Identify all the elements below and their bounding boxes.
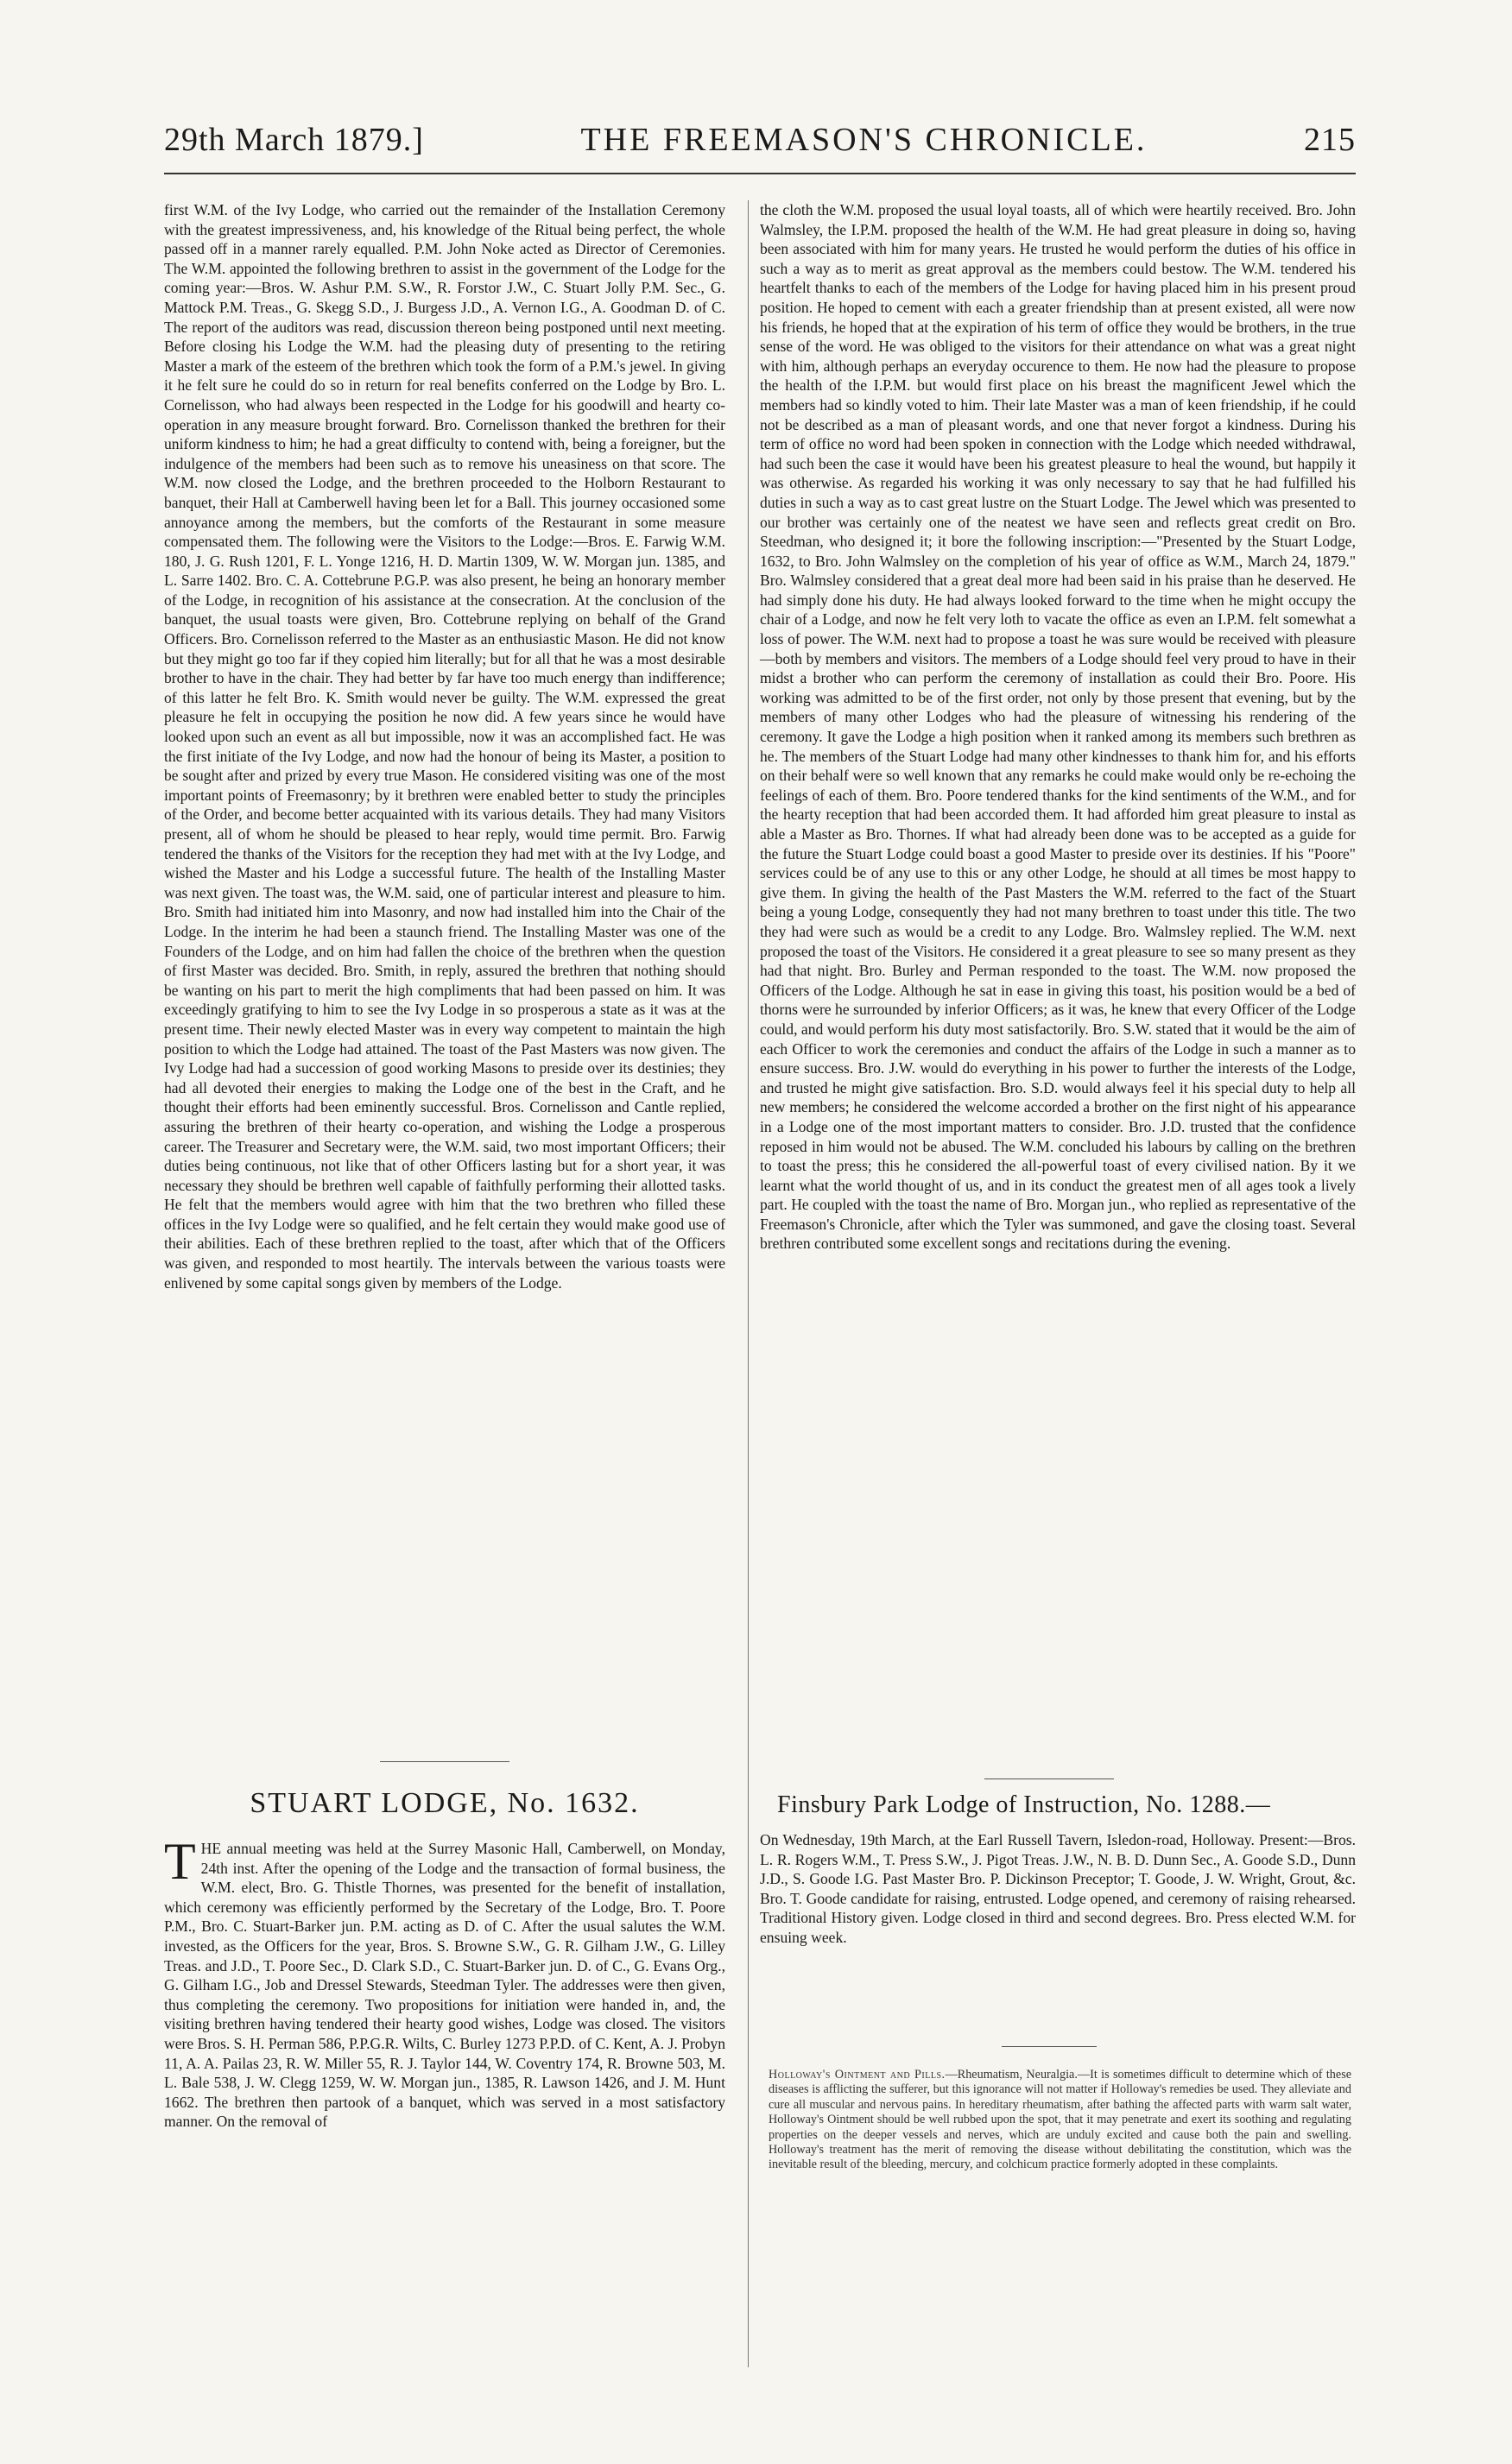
column-divider: [748, 200, 749, 2367]
advert-lead: Holloway's Ointment and Pills.: [769, 2068, 946, 2082]
advert-body: —Rheumatism, Neuralgia.—It is sometimes difficult to determine which of these diseases is afflicting the sufferer, but this ignorance will not matter if Holloway's remedies be used. They alleviate and cure all muscular and nervous pains. In hereditary rheumatism, after bathing the affected parts with warm salt water, Holloway's Ointment should be well rubbed upon the spot, that it may penetrate and exert its soothing and regulating properties on the deeper vessels and nerves, which are unduly excited and cause both the pain and swelling. Holloway's treatment has the merit of removing the disease without debilitating the constitution, which was the inevitable result of the bleeding, mercury, and colchicum practice formerly adopted in these complaints.: [769, 2068, 1352, 2172]
masthead-rule: [164, 173, 1356, 174]
right-column-article: [760, 200, 1356, 1254]
stuart-lodge-report-continuation: the cloth the W.M. proposed the usual loyal toasts, all of which were heartily received. Bro. John Walmsley, the I.P.M. proposed the health of the W.M. He had great pleasure in doing so, having been associated with him for many years. He trusted he would perform the duties of his office in such a way as to merit as great approval as the members could bestow. The W.M. tendered his heartfelt thanks to each of the members of the Lodge for having placed him in his present proud position. He hoped to cement with each a greater friendship than at present existed, all were now his friends, he hoped that at the expiration of his term of office they would be brothers, in the true sense of the word. He was obliged to the visitors for their attendance on what was a great night with him, although perhaps an everyday occurence to them. He now had the pleasure to propose the health of the I.P.M. but would first place on his breast the magnificent Jewel which the members had so kindly voted to him. Their late Master was a man of keen friendship, if he could not be described as a man of pleasant words, and one that never forgot a kindness. During his term of office no word had been spoken in connection with the Lodge which needed withdrawal, had such been the case it would have been his greatest pleasure to heal the wound, but happily it was otherwise. As regarded his working it was only necessary to say that he had fulfilled his duties in such a way as to cast great lustre on the Stuart Lodge. The Jewel which was presented to our brother was certainly one of the neatest we have seen and reflects great credit on Bro. Steedman, who designed it; it bore the following inscription:—"Presented by the Stuart Lodge, 1632, to Bro. John Walmsley on the completion of his year of office as W.M., March 24, 1879." Bro. Walmsley considered that a great deal more had been said in his praise than he deserved. He had simply done his duty. He had always looked forward to the time when he might occupy the chair of a Lodge, and now he felt very loth to vacate the office as even an I.P.M. felt somewhat a loss of power. The W.M. next had to propose a toast he was sure would be received with pleasure—both by members and visitors. The members of a Lodge should feel very proud to have in their midst a brother who can perform the ceremony of installation as could their Bro. Poore. His working was admitted to be of the first order, not only by those present that evening, but by the members of many other Lodges who had the pleasure of witnessing his rendering of the ceremony. It gave the Lodge a high position when it ranked among its members such brethren as he. The members of the Stuart Lodge had many other kindnesses to thank him for, and his efforts on their behalf were so well known that any remarks he could make would only be re-echoing the feelings of each of them. Bro. Poore tendered thanks for the kind sentiments of the W.M., and for the hearty reception that had been accorded them. It had afforded him great pleasure to instal as able a Master as Bro. Thornes. If what had already been done was to be accepted as a guide for the future the Stuart Lodge could boast a good Master to preside over its destinies. If his "Poore" services could be of any use to this or any other Lodge, he should at all times be most happy to give them. In giving the health of the Past Masters the W.M. referred to the fact of the Stuart being a young Lodge, consequently they had not many brethren to toast under this title. The two they had were such as would be a credit to any Lodge. Bro. Walmsley replied. The W.M. next proposed the toast of the Visitors. He considered it a great pleasure to see so many present as they had that night. Bro. Burley and Perman responded to the toast. The W.M. now proposed the Officers of the Lodge. Although he sat in ease in giving this toast, his position would be a bed of thorns were he surrounded by inferior Officers; as it was, he knew that every Officer of the Lodge could, and would perform his duty most satisfactorily. Bro. S.W. stated that it would be the aim of each Officer to work the ceremonies and conduct the affairs of the Lodge in such a manner as to ensure success. Bro. J.W. would do everything in his power to further the interests of the Lodge, and trusted he might give satisfaction. Bro. S.D. would always feel it his special duty to help all new members; he considered the welcome accorded a brother on the first night of his appearance in a Lodge one of the most important matters to consider. Bro. J.D. trusted that the confidence reposed in him would not be abused. The W.M. concluded his labours by calling on the brethren to toast the press; this he considered the all-powerful toast of every civilised nation. By it we learnt what the world thought of us, and in its conduct the greatest men of all ages took a lively part. He coupled with the toast the name of Bro. Morgan jun., who replied as representative of the Freemason's Chronicle, after which the Tyler was summoned, and gave the closing toast. Several brethren contributed some excellent songs and recitations during the evening.: [760, 201, 1356, 1253]
stuart-lodge-body: HE annual meeting was held at the Surrey Masonic Hall, Camberwell, on Monday, 24th inst. After the opening of the Lodge and the transaction of formal business, the W.M. elect, Bro. G. Thistle Thornes, was presented for the benefit of installation, which ceremony was efficiently performed by the Secretary of the Lodge, Bro. T. Poore P.M., Bro. C. Stuart-Barker jun. P.M. acting as D. of C. After the usual salutes the W.M. invested, as the Officers for the year, Bros. S. Browne S.W., G. R. Gilham J.W., G. Lilley Treas. and J.D., T. Poore Sec., D. Clark S.D., C. Stuart-Barker jun. D. of C., G. Evans Org., G. Gilham I.G., Job and Dressel Stewards, Steedman Tyler. The addresses were then given, thus completing the ceremony. Two propositions for initiation were handed in, and, the visiting brethren having tendered their hearty good wishes, Lodge was closed. The visitors were Bros. S. H. Perman 586, P.P.G.R. Wilts, C. Burley 1273 P.P.D. of C. Kent, A. J. Probyn 11, A. A. Pailas 23, R. W. Miller 55, R. J. Taylor 144, W. Coventry 174, R. Browne 503, M. L. Bale 538, J. W. Clegg 1259, W. W. Morgan jun., 1385, R. Lawson 1426, and J. M. Hunt 1662. The brethren then partook of a banquet, which was served in a most satisfactory manner. On the removal of: [164, 1840, 725, 2131]
finsbury-park-article: [760, 1830, 1356, 1948]
finsbury-park-text: On Wednesday, 19th March, at the Earl Russell Tavern, Isledon-road, Holloway. Present:—Bros. L. R. Rogers W.M., T. Press S.W., J. Pigot Treas. J.W., N. B. D. Dunn Sec., A. Goode S.D., Dunn J.D., S. Goode I.G. Past Master Bro. P. Dickinson Preceptor; T. Goode, J. W. Wright, Grout, &c. Bro. T. Goode candidate for raising, entrusted. Lodge opened, and ceremony of raising rehearsed. Traditional History given. Lodge closed in third and second degrees. Bro. Press elected W.M. for ensuing week.: [760, 1831, 1356, 1946]
holloway-advertisement: [769, 2068, 1351, 2173]
drop-cap: T: [164, 1833, 196, 1890]
advert-separator: [1002, 2046, 1097, 2047]
left-column-article: [164, 200, 725, 1292]
stuart-lodge-text: [164, 1833, 725, 2132]
stuart-lodge-heading: STUART LODGE, No. 1632.: [250, 1787, 640, 1819]
issue-date: 29th March 1879.]: [164, 122, 424, 158]
publication-title: THE FREEMASON'S CHRONICLE.: [580, 122, 1148, 158]
ivy-lodge-report-continuation: first W.M. of the Ivy Lodge, who carried out the remainder of the Installation Ceremony with the greatest impressiveness, and, his knowledge of the Ritual being perfect, the whole passed off in a manner rarely equalled. P.M. John Noke acted as Director of Ceremonies. The W.M. appointed the following brethren to assist in the government of the Lodge for the coming year:—Bros. W. Ashur P.M. S.W., R. Forstor J.W., C. Stuart Jolly P.M. Sec., G. Mattock P.M. Treas., G. Skegg S.D., J. Burgess J.D., A. Vernon I.G., A. Goodman D. of C. The report of the auditors was read, discussion thereon being postponed until next meeting. Before closing his Lodge the W.M. had the pleasing duty of presenting to the retiring Master a mark of the esteem of the brethren which took the form of a P.M.'s jewel. In giving it he felt sure he could do so in return for real benefits conferred on the Lodge by Bro. L. Cornelisson, who had always been respected in the Lodge for his goodwill and hearty co-operation in any measure brought forward. Bro. Cornelisson thanked the brethren for their uniform kindness to him; he had a great difficulty to contend with, being a foreigner, but the indulgence of the members had been such as to remove his uneasiness on that score. The W.M. now closed the Lodge, and the brethren proceeded to the Holborn Restaurant to banquet, their Hall at Camberwell having been let for a Ball. This journey occasioned some annoyance among the members, but the comforts of the Restaurant in some measure compensated them. The following were the Visitors to the Lodge:—Bros. E. Farwig W.M. 180, J. G. Rush 1201, F. L. Yonge 1216, H. D. Martin 1309, W. W. Morgan jun. 1385, and L. Sarre 1402. Bro. C. A. Cottebrune P.G.P. was also present, he being an honorary member of the Lodge, in recognition of his assistance at the consecration. At the conclusion of the banquet, the usual toasts were given, Bro. Cottebrune replying on behalf of the Grand Officers. Bro. Cornelisson referred to the Master as an enthusiastic Mason. He did not know but they might go too far if they copied him literally; but for all that he was a most desirable brother to have in the chair. They had better by far have too much energy than indifference; of this latter he felt Bro. K. Smith would never be guilty. The W.M. expressed the great pleasure he felt in occupying the position he now did. A few years since he would have looked upon such an event as all but impossible, now it was an accomplished fact. He was the first initiate of the Ivy Lodge, and now had the honour of being its Master, a position to be sought after and prized by every true Mason. He considered visiting was one of the most important points of Freemasonry; by it brethren were enabled better to study the principles of the Order, and become better acquainted with its various details. They had many Visitors present, all of whom he should be pleased to hear reply, would time permit. Bro. Farwig tendered the thanks of the Visitors for the reception they had met with at the Ivy Lodge, and wished the Master and his Lodge a successful future. The health of the Installing Master was next given. The toast was, the W.M. said, one of particular interest and pleasure to him. Bro. Smith had initiated him into Masonry, and now had installed him into the Chair of the Lodge. In the interim he had been a staunch friend. The Installing Master was one of the Founders of the Lodge, and on him had fallen the choice of the brethren when the question of first Master was decided. Bro. Smith, in reply, assured the brethren that nothing should be wanting on his part to merit the high compliments that had been passed on him. It was exceedingly gratifying to him to see the Ivy Lodge in so prosperous a state as it was at the present time. Their newly elected Master was in every way competent to maintain the high position to which the Lodge had attained. The toast of the Past Masters was now given. The Ivy Lodge had had a succession of good working Masons to preside over its destinies; they had all devoted their energies to making the Lodge one of the best in the Craft, and he thought their efforts had been eminently successful. Bros. Cornelisson and Cantle replied, assuring the brethren of their hearty co-operation, and wishing the Lodge a prosperous career. The Treasurer and Secretary were, the W.M. said, two most important Officers; their duties being continuous, not like that of other Officers lasting but for a short year, it was necessary they should be brethren well capable of faithfully performing their allotted tasks. He felt that the members would agree with him that the two brethren who filled these offices in the Ivy Lodge were so qualified, and he felt certain they would make good use of their abilities. Each of these brethren replied to the toast, after which that of the Officers was given, and responded to most heartily. The intervals between the various toasts were enlivened by some capital songs given by members of the Lodge.: [164, 201, 725, 1292]
section-separator: [380, 1761, 509, 1762]
masthead: [164, 121, 1356, 159]
stuart-lodge-article: [164, 1833, 725, 2132]
page-number: 215: [1304, 122, 1356, 158]
finsbury-park-heading: Finsbury Park Lodge of Instruction, No. 1288.—: [777, 1791, 1271, 1818]
